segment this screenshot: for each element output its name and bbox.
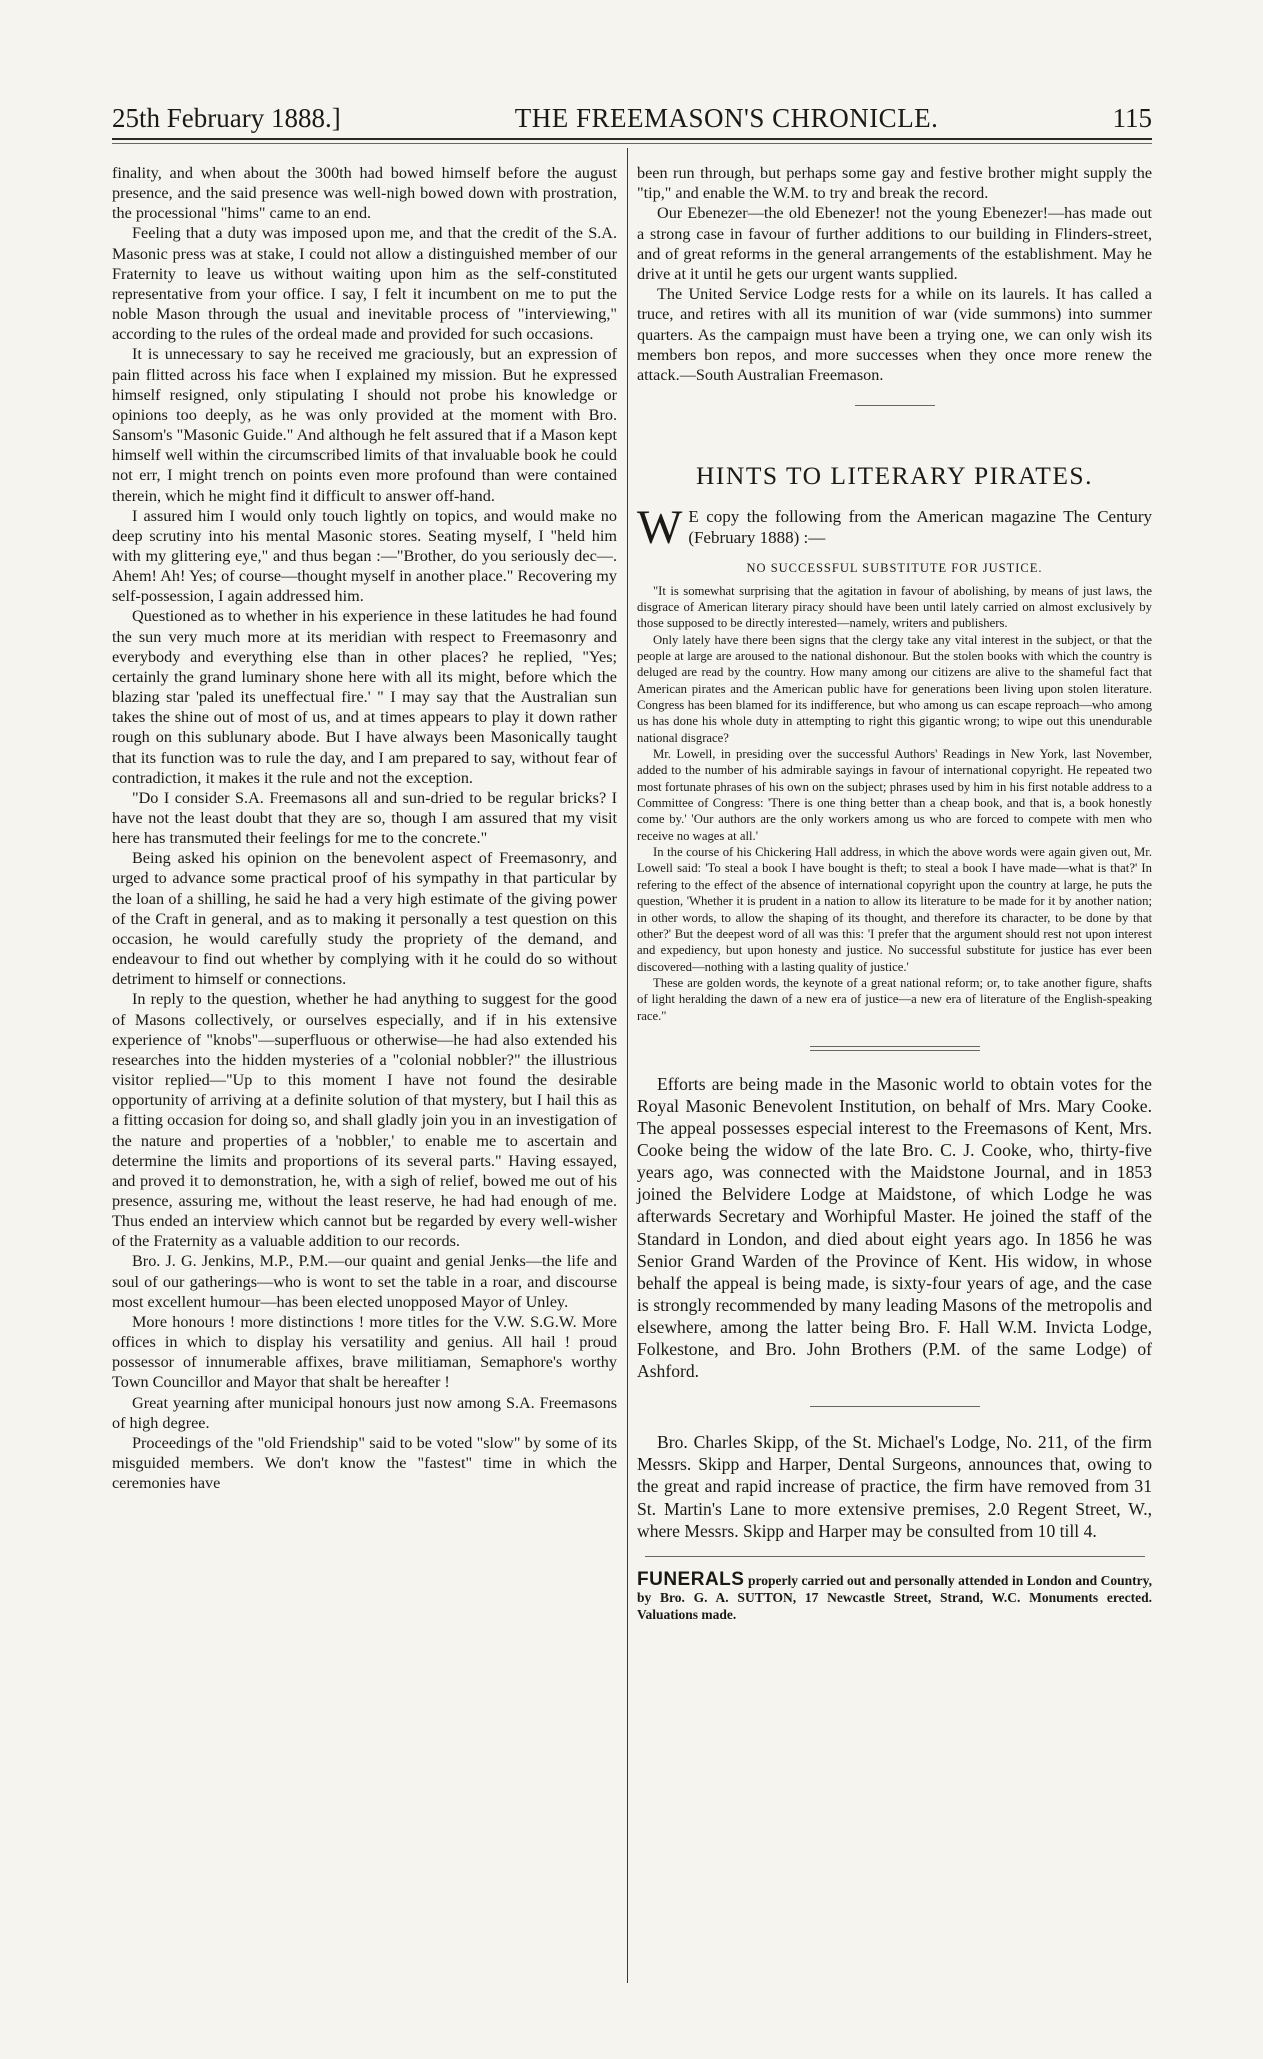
article-headline: HINTS TO LITERARY PIRATES. bbox=[696, 461, 1093, 491]
section-divider bbox=[645, 1556, 1145, 1557]
advert-text: properly carried out and personally attended in London and Country, by Bro. G. A. SUTTON, 17 Newcastle Street, Strand, W.C. Monuments erected. Valuations made. bbox=[637, 1572, 1153, 1622]
section-divider-double bbox=[810, 1046, 980, 1051]
left-column bbox=[112, 163, 617, 1493]
paragraph: been run through, but perhaps some gay and festive brother might supply the "tip," and enable the W.M. to try and break the record. bbox=[637, 164, 1152, 203]
intro-text: E copy the following from the American magazine The Century (February 1888) :— bbox=[688, 507, 1152, 548]
paragraph: Bro. J. G. Jenkins, M.P., P.M.—our quaint and genial Jenks—the life and soul of our gatherings—who is wont to set the table in a roar, and discourse most excellent humour—has been elected unopposed Mayor of Unley. bbox=[112, 1252, 617, 1311]
article-subhead: NO SUCCESSFUL SUBSTITUTE FOR JUSTICE. bbox=[746, 561, 1043, 576]
paragraph: Being asked his opinion on the benevolent aspect of Freemasonry, and urged to advance some practical proof of his sympathy in that particular by the loan of a shilling, he said he had a very high estimate of the giving power of the Craft in general, and as to making it personally a test question on this occasion, he would carefully study the propriety of the demand, and endeavour to find out whether by complying with it he could do so without detriment to himself or connections. bbox=[112, 849, 617, 989]
section-divider bbox=[855, 405, 935, 406]
right-column bbox=[637, 163, 1152, 1623]
paragraph: In reply to the question, whether he had anything to suggest for the good of Masons collectively, or ourselves especially, and if in his extensive experience of "knobs"—superfluous or otherwise—he had also extended his researches into the hidden mysteries of a "colonial nobbler?" the illustrious visitor replied—"Up to this moment I have not found the desirable opportunity of arriving at a definite solution of that mystery, but I hail this as a fitting occasion for doing so, and shall gladly join you in an investigation of the nature and properties of a 'nobbler,' to enable me to ascertain and determine the limits and proportions of its several parts." Having essayed, and proved it to demonstration, he, with a sigh of relief, bowed me out of his presence, assuring me, without the least reserve, he had had enough of me. Thus ended an interview which cannot but be regarded by every well-wisher of the Fraternity as a valuable addition to our records. bbox=[112, 990, 617, 1251]
section-divider bbox=[810, 1406, 980, 1407]
cooke-appeal-item: Efforts are being made in the Masonic world to obtain votes for the Royal Masonic Benevolent Institution, on behalf of Mrs. Mary Cooke. The appeal possesses especial interest to the Freemasons of Kent, Mrs. Cooke being the widow of the late Bro. C. J. Cooke, who, thirty-five years ago, was connected with the Maidstone Journal, and in 1853 joined the Belvidere Lodge at Maidstone, of which Lodge he was afterwards Secretary and Worhipful Master. He joined the staff of the Standard in London, and died about eight years ago. In 1856 he was Senior Grand Warden of the Province of Kent. His widow, in whose behalf the appeal is being made, is sixty-four years of age, and the case is strongly recommended by many leading Masons of the metropolis and elsewhere, among the latter being Bro. F. Hall W.M. Invicta Lodge, Folkestone, and Bro. John Brothers (P.M. of the same Lodge) of Ashford. bbox=[637, 1073, 1152, 1382]
paragraph: finality, and when about the 300th had bowed himself before the august presence, and the said presence was well-nigh bowed down with prostration, the processional "hims" came to an end. bbox=[112, 164, 617, 223]
header-rule bbox=[112, 138, 1152, 140]
article-intro bbox=[637, 506, 1152, 548]
publication-title: THE FREEMASON'S CHRONICLE. bbox=[514, 103, 939, 133]
paragraph: I assured him I would only touch lightly on topics, and would make no deep scrutiny into his mental Masonic stores. Seating myself, I "held him with my glittering eye," and thus began :—"Brother, do you seriously dec—. Ahem! Ah! Yes; of course—thought myself in another place." Recovering my self-possession, I again addressed him. bbox=[112, 506, 617, 606]
paragraph: Great yearning after municipal honours just now among S.A. Freemasons of high degree. bbox=[112, 1393, 617, 1432]
paragraph: "Do I consider S.A. Freemasons all and sun-dried to be regular bricks? I have not the least doubt that they are so, though I am assured that my visit here has transmuted their feelings for me to the concrete." bbox=[112, 788, 617, 848]
quoted-article bbox=[637, 583, 1152, 1024]
issue-date: 25th February 1888.] bbox=[112, 103, 341, 133]
advert-heading: FUNERALS bbox=[637, 1568, 745, 1590]
quote-paragraph: These are golden words, the keynote of a great national reform; or, to take another figure, shafts of light heralding the dawn of a new era of justice—a new era of literature of the English-speaking race." bbox=[637, 975, 1152, 1023]
column-divider bbox=[627, 148, 628, 1983]
masthead bbox=[112, 98, 1152, 134]
paragraph: Feeling that a duty was imposed upon me, and that the credit of the S.A. Masonic press was at stake, I could not allow a distinguished member of our Fraternity to leave us without waiting upon him as the self-constituted representative from your office. I say, I felt it incumbent on me to put the noble Mason through the usual and inevitable process of "interviewing," according to the rules of the ordeal made and provided for such occasions. bbox=[112, 224, 617, 344]
drop-cap: W bbox=[637, 506, 683, 549]
paragraph: Proceedings of the "old Friendship" said to be voted "slow" by some of its misguided members. We don't know the "fastest" time in which the ceremonies have bbox=[112, 1433, 617, 1493]
paragraph: The United Service Lodge rests for a while on its laurels. It has called a truce, and retires with all its munition of war (vide summons) into summer quarters. As the campaign must have been a trying one, we can only wish its members bon repos, and more successes when they once more renew the attack.—South Australian Freemason. bbox=[637, 285, 1152, 385]
header-rule-thin bbox=[112, 143, 1152, 144]
page-number: 115 bbox=[1112, 103, 1152, 133]
paragraph: Questioned as to whether in his experience in these latitudes he had found the sun very much more at its meridian with respect to Freemasonry and everybody and everything else than in other places? he replied, "Yes; certainly the grand luminary shone here with all its might, before which the blazing star 'paled its uneffectual fire.' " I may say that the Australian sun takes the shine out of most of us, and at times appears to play it down rather rough on this sublunary abode. But I have always been Masonically taught that its function was to rule the day, and I am prepared to say, without fear of contradiction, it makes it the rule and not the exception. bbox=[112, 607, 617, 787]
skipp-notice-item: Bro. Charles Skipp, of the St. Michael's Lodge, No. 211, of the firm Messrs. Skipp and Harper, Dental Surgeons, announces that, owing to the great and rapid increase of practice, the firm have removed from 31 St. Martin's Lane to more extensive premises, 2.0 Regent Street, W., where Messrs. Skipp and Harper may be consulted from 10 till 4. bbox=[637, 1432, 1152, 1541]
paragraph: It is unnecessary to say he received me graciously, but an expression of pain flitted across his face when I explained my mission. But he expressed himself resigned, only stipulating I should not probe his knowledge or opinions too deeply, as he was only provided at the moment with Bro. Sansom's "Masonic Guide." And although he felt assured that if a Mason kept himself well within the circumscribed limits of that invaluable book he could not err, I might trench on points even more profound than were contained therein, which he might find it difficult to answer off-hand. bbox=[112, 345, 617, 505]
quote-paragraph: Only lately have there been signs that the clergy take any vital interest in the subject, or that the people at large are aroused to the national dishonour. But the stolen books with which the country is deluged are read by the country. How many among our citizens are alive to the shameful fact that American pirates and the American public have for generations been living upon stolen literature. Congress has been blamed for its indifference, but who among us can escape reproach—who among us has done his whole duty in attempting to right this gigantic wrong; to wipe out this unendurable national disgrace? bbox=[637, 632, 1152, 745]
quote-paragraph: In the course of his Chickering Hall address, in which the above words were again given out, Mr. Lowell said: 'To steal a book I have bought is theft; to steal a book I have made—what is that?' In refering to the effect of the absence of international copyright upon the country at large, he puts the question, 'Whether it is prudent in a nation to allow its literature to be made for it by another nation; in other words, to allow the shaping of its thought, and therefore its character, to be done by that other?' But the deepest word of all was this: 'I prefer that the argument should rest not upon interest and expediency, but upon honesty and justice. No successful substitute for justice has ever been discovered—nothing with a lasting quality of justice.' bbox=[637, 845, 1152, 974]
quote-paragraph: "It is somewhat surprising that the agitation in favour of abolishing, by means of just laws, the disgrace of American literary piracy should have been until lately carried on almost exclusively by those supposed to be directly interested—namely, writers and publishers. bbox=[637, 583, 1152, 631]
paragraph: More honours ! more distinctions ! more titles for the V.W. S.G.W. More offices in which to display his versatility and genius. All hail ! proud possessor of innumerable affixes, brave militiaman, Semaphore's worthy Town Councillor and Mayor that shalt be hereafter ! bbox=[112, 1312, 617, 1392]
paragraph: Our Ebenezer—the old Ebenezer! not the young Ebenezer!—has made out a strong case in favour of further additions to our building in Flinders-street, and of great reforms in the general arrangements of the establishment. May he drive at it until he gets our urgent wants supplied. bbox=[637, 204, 1152, 284]
quote-paragraph: Mr. Lowell, in presiding over the successful Authors' Readings in New York, last November, added to the number of his admirable sayings in favour of international copyright. He repeated two most fortunate phrases of his own on the subject; phrases used by him in his first notable address to a Committee of Congress: 'There is one thing better than a cheap book, and that is, a book honestly come by.' 'Our authors are the only workers among us who are forced to compete with men who receive no wages at all.' bbox=[637, 747, 1152, 843]
funerals-advert bbox=[637, 1568, 1153, 1623]
